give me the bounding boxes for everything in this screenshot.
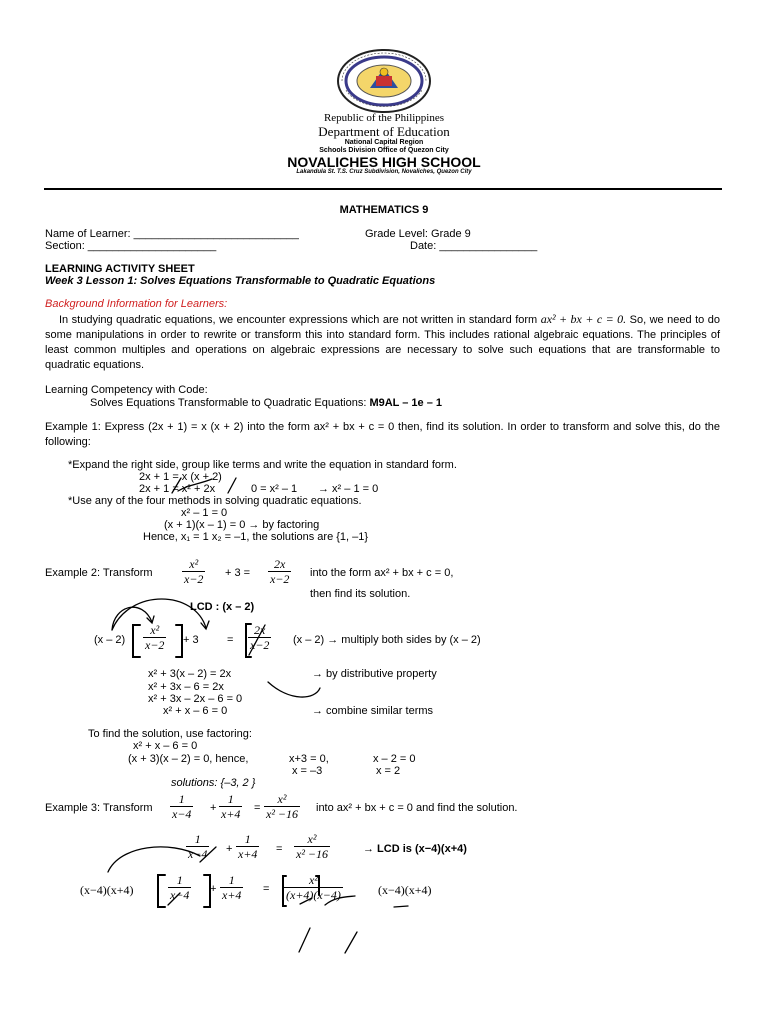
example2-factor-f: x = 2 (376, 765, 401, 777)
fraction-denominator: x+4 (221, 807, 241, 821)
example2-solutions: solutions: {–3, 2 } (171, 777, 256, 789)
example2-lcd: LCD : (x – 2) (190, 601, 255, 613)
cancel-mark (200, 847, 216, 862)
example2-label: Example 2: Transform (45, 567, 153, 579)
slash-mark (345, 932, 357, 953)
example2-step3: x² + 3x – 2x – 6 = 0 (148, 693, 243, 705)
example2-factor-a: x² + x – 6 = 0 (133, 740, 198, 752)
example1-line2a: 2x + 1 = x² + 2x (139, 483, 216, 495)
sheet-title: LEARNING ACTIVITY SHEET (45, 263, 195, 275)
section-field[interactable]: Section: _____________________ (45, 240, 217, 252)
example1-step1: *Expand the right side, group like terms and write the equation in standard form. (68, 459, 457, 471)
multiply-arrow (112, 599, 206, 630)
standard-form-formula: ax² + bx + c = 0. (540, 312, 627, 326)
example1-intro: Example 1: Express (2x + 1) = x (x + 2) into the form ax² + bx + c = 0 then, find its solution. In order to transform and solve this, do the following: (45, 421, 720, 448)
example2-step4: x² + x – 6 = 0 (163, 705, 228, 717)
name-of-learner-field[interactable]: Name of Learner: ___________________________ (45, 228, 299, 240)
example2-find-heading: To find the solution, use factoring: (88, 728, 252, 740)
cross-out (300, 898, 312, 904)
example2-mult-right: (x – 2) → multiply both sides by (x – 2) (293, 634, 481, 646)
fraction-numerator: 1 (236, 832, 259, 847)
fraction-numerator: x² (264, 792, 300, 807)
department-line: Department of Education (318, 124, 450, 139)
fraction-denominator: x−4 (170, 888, 190, 902)
example2-step4-note: → combine similar terms (312, 705, 434, 717)
left-bracket (158, 875, 165, 907)
example2-factor-e: x = –3 (292, 765, 323, 777)
fraction-denominator: x² −16 (266, 807, 299, 821)
fraction-denominator: x−4 (188, 847, 208, 861)
example3-mult-right: (x−4)(x+4) (378, 883, 432, 897)
fraction-numerator: x² (182, 557, 205, 572)
competency-code: M9AL – 1e – 1 (369, 397, 442, 409)
example3-lcd: → LCD is (x−4)(x+4) (363, 843, 467, 855)
fraction-denominator: x² −16 (296, 847, 329, 861)
example2-mult-plus3: + 3 (183, 634, 199, 646)
underline-mark (394, 906, 408, 907)
multiply-arrow (108, 847, 200, 872)
date-field[interactable]: Date: ________________ (410, 240, 538, 252)
fraction-numerator: 2x (248, 623, 271, 638)
example2-then: then find its solution. (310, 588, 411, 600)
example3-line2-eq: = (276, 843, 283, 855)
school-name: NOVALICHES HIGH SCHOOL (287, 154, 481, 170)
cancel-mark (249, 625, 265, 655)
fraction-numerator: x² (284, 873, 343, 888)
republic-line: Republic of the Philippines (323, 112, 445, 124)
example3-label: Example 3: Transform (45, 802, 153, 814)
example2-step1: x² + 3(x – 2) = 2x (148, 668, 232, 680)
competency-description: Solves Equations Transformable to Quadratic Equations: (90, 397, 367, 409)
example3-line3-plus: + (210, 883, 217, 895)
example1-line2b: 0 = x² – 1 (251, 483, 298, 495)
lesson-title: Week 3 Lesson 1: Solves Equations Transformable to Quadratic Equations (45, 275, 436, 287)
fraction-numerator: 2x (268, 557, 291, 572)
cross-out (325, 896, 355, 905)
example3-line2-plus: + (226, 843, 233, 855)
example2-factor-d: x – 2 = 0 (373, 753, 416, 765)
left-bracket (283, 876, 286, 906)
right-bracket (316, 876, 319, 895)
division-line: Schools Division Office of Quezon City (319, 147, 449, 154)
example2-mult-eq: = (227, 634, 234, 646)
example1-line5: Hence, x₁ = 1 x₂ = –1, the solutions are {1, –1} (143, 531, 369, 543)
example1-step2: *Use any of the four methods in solving quadratic equations. (68, 495, 362, 507)
fraction-denominator: x+4 (222, 888, 242, 902)
example3-line3-eq: = (263, 883, 270, 895)
fraction-numerator: 1 (168, 873, 191, 888)
subject-title: MATHEMATICS 9 (339, 204, 429, 216)
fraction-numerator: 1 (186, 832, 209, 847)
school-address: Lakandula St. T.S. Cruz Subdivision, Novaliches, Quezon City (296, 169, 472, 175)
fraction-denominator: x−2 (270, 572, 290, 586)
fraction-denominator: (x+4)(x−4) (286, 888, 341, 902)
example2-factor-c: x+3 = 0, (289, 753, 329, 765)
cancel-mark (168, 893, 180, 905)
example2-mult-left: (x – 2) (94, 634, 126, 646)
grade-level-field: Grade Level: Grade 9 (365, 228, 471, 240)
left-bracket (133, 625, 140, 657)
fraction-numerator: 1 (219, 792, 242, 807)
example1-line1: 2x + 1 = x (x + 2) (139, 471, 222, 483)
example2-step2: x² + 3x – 6 = 2x (148, 681, 224, 693)
fraction-denominator: x−2 (250, 638, 270, 652)
example3-plus: + (210, 802, 217, 814)
right-bracket (204, 875, 210, 907)
curve-arrow (268, 682, 320, 697)
background-heading: Background Information for Learners: (45, 298, 228, 310)
example1-line2c: → x² – 1 = 0 (318, 483, 379, 495)
example3-mult-left: (x−4)(x+4) (80, 883, 134, 897)
fraction-denominator: x+4 (238, 847, 258, 861)
region-line: National Capital Region (344, 139, 424, 146)
fraction-numerator: 1 (170, 792, 193, 807)
example2-step1-note: → by distributive property (312, 668, 437, 680)
right-bracket (176, 625, 182, 657)
fraction-numerator: x² (294, 832, 330, 847)
example1-line3: x² – 1 = 0 (181, 507, 228, 519)
example3-eq: = (254, 802, 261, 814)
background-text-b: So, we need to do some manipulations in order to rewrite or transform this into standard form. This includes rational algebraic equations. The principles of least common multiples and operations on algebraic expressions are necessary to solve such equations that are transformable to quadratic equations. (45, 314, 720, 371)
example2-into: into the form ax² + bx + c = 0, (310, 567, 454, 579)
fraction-denominator: x−2 (184, 572, 204, 586)
background-text-a: In studying quadratic equations, we encounter expressions which are not written in standard form (59, 314, 538, 326)
example2-plus3: + 3 = (225, 567, 251, 579)
fraction-numerator: 1 (220, 873, 243, 888)
fraction-denominator: x−2 (145, 638, 165, 652)
example3-into: into ax² + bx + c = 0 and find the solution. (316, 802, 518, 814)
example2-factor-b: (x + 3)(x – 2) = 0, hence, (128, 753, 249, 765)
slash-mark (299, 928, 310, 952)
fraction-numerator: x² (143, 623, 166, 638)
competency-label: Learning Competency with Code: (45, 384, 208, 396)
cancel-mark (228, 478, 236, 493)
example1-line4: (x + 1)(x – 1) = 0 → by factoring (164, 519, 320, 531)
cancel-mark (178, 479, 212, 491)
fraction-denominator: x−4 (172, 807, 192, 821)
